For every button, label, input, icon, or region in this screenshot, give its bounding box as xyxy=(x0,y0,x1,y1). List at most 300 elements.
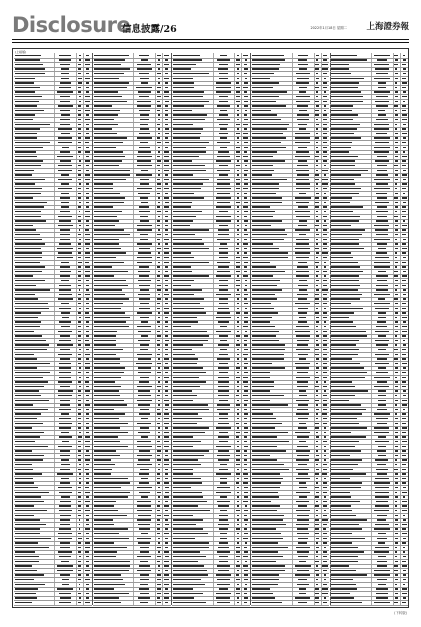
table-cell-text xyxy=(85,262,89,264)
table-cell-text xyxy=(377,165,387,167)
table-cell-text xyxy=(297,174,309,176)
table-cell-text xyxy=(15,524,46,526)
table-cell-text xyxy=(78,395,81,397)
table-cell-text xyxy=(403,519,406,521)
table-cell-text xyxy=(402,524,407,526)
table-cell-text xyxy=(374,55,390,57)
table-column-block xyxy=(93,53,171,605)
table-cell-text xyxy=(374,377,390,379)
table-cell-text xyxy=(165,243,168,245)
table-cell-text xyxy=(375,68,389,70)
table-cell-text xyxy=(402,423,406,425)
table-cell-text xyxy=(85,101,90,103)
table-cell-text xyxy=(15,409,48,411)
table-cell-text xyxy=(245,524,247,526)
table-cell-text xyxy=(402,510,407,512)
table-cell-text xyxy=(331,271,362,273)
table-cell-text xyxy=(236,482,239,484)
table-cell-text xyxy=(141,170,148,172)
table-cell-text xyxy=(173,602,206,604)
table-cell-text xyxy=(15,423,44,425)
table-cell-text xyxy=(173,170,206,172)
table-cell-text xyxy=(252,165,273,167)
table-cell-text xyxy=(158,147,160,149)
table-cell-text xyxy=(331,528,361,530)
table-cell-text xyxy=(252,492,277,494)
table-cell-text xyxy=(219,73,229,75)
table-cell-text xyxy=(141,321,148,323)
table-cell-text xyxy=(15,179,45,181)
table-cell-text xyxy=(138,524,150,526)
table-cell-text xyxy=(315,533,319,535)
table-cell-text xyxy=(252,390,270,392)
table-cell-text xyxy=(315,179,318,181)
table-cell-text xyxy=(331,101,363,103)
table-cell-text xyxy=(331,436,365,438)
table-cell-text xyxy=(378,395,386,397)
table-cell-text xyxy=(94,459,111,461)
table-cell-text xyxy=(296,101,310,103)
table-cell-text xyxy=(237,211,239,213)
table-cell-text xyxy=(331,142,352,144)
table-cell-text xyxy=(402,482,406,484)
table-cell-text xyxy=(78,128,81,130)
table-cell-text xyxy=(158,570,160,572)
table-cell-text xyxy=(245,308,247,310)
table-cell-text xyxy=(252,363,272,365)
table-cell-text xyxy=(297,78,309,80)
table-cell-text xyxy=(315,262,319,264)
table-cell-text xyxy=(85,243,89,245)
table-cell-text xyxy=(94,331,117,333)
table-cell-text xyxy=(173,317,197,319)
table-cell-text xyxy=(78,363,82,365)
table-cell-text xyxy=(140,119,148,121)
table-cell-text xyxy=(298,556,308,558)
table-cell-text xyxy=(60,519,70,521)
table-cell-text xyxy=(316,280,319,282)
table-cell-text xyxy=(376,326,387,328)
table-cell-text xyxy=(137,538,151,540)
table-cell-text xyxy=(395,280,399,282)
table-cell-text xyxy=(140,377,149,379)
table-cell-text xyxy=(297,105,308,107)
table-cell-text xyxy=(94,275,114,277)
table-cell-text xyxy=(173,303,200,305)
table-cell-text xyxy=(376,501,387,503)
table-cell-text xyxy=(316,344,319,346)
table-cell-text xyxy=(79,367,81,369)
table-cell-text xyxy=(78,418,81,420)
table-cell-text xyxy=(316,91,319,93)
table-cell-text xyxy=(323,188,326,190)
table-cell-text xyxy=(220,340,227,342)
table-cell-text xyxy=(94,413,126,415)
table-cell-text xyxy=(79,519,81,521)
table-cell-text xyxy=(237,197,239,199)
table-cell-text xyxy=(157,459,161,461)
table-cell-text xyxy=(61,73,69,75)
table-cell-text xyxy=(60,542,70,544)
table-cell-text xyxy=(219,542,229,544)
table-cell-text xyxy=(78,331,82,333)
table-cell-text xyxy=(157,395,160,397)
table-cell-text xyxy=(322,252,327,254)
table-cell-text xyxy=(316,285,318,287)
table-cell-text xyxy=(140,584,148,586)
table-cell-text xyxy=(375,257,390,259)
table-cell-text xyxy=(15,386,44,388)
table-cell-text xyxy=(15,528,41,530)
table-cell-text xyxy=(245,505,247,507)
table-cell-text xyxy=(136,87,152,89)
table-cell-text xyxy=(173,165,205,167)
table-cell-text xyxy=(244,492,248,494)
table-cell-text xyxy=(331,197,352,199)
table-cell-text xyxy=(94,87,127,89)
table-cell-text xyxy=(158,390,160,392)
table-cell-text xyxy=(158,469,160,471)
table-cell-text xyxy=(173,492,202,494)
table-cell-text xyxy=(15,151,37,153)
table-cell-text xyxy=(165,298,169,300)
table-cell-text xyxy=(164,64,169,66)
table-cell-text xyxy=(331,55,357,57)
table-cell-text xyxy=(296,73,310,75)
table-cell-text xyxy=(78,68,81,70)
table-cell-text xyxy=(315,377,319,379)
table-cell-text xyxy=(173,473,193,475)
table-cell-text xyxy=(378,248,387,250)
table-cell-text xyxy=(157,574,161,576)
table-cell-text xyxy=(331,211,353,213)
table-cell-text xyxy=(164,170,168,172)
table-cell-text xyxy=(298,505,307,507)
table-cell-text xyxy=(94,538,129,540)
table-cell-text xyxy=(316,358,319,360)
table-cell-text xyxy=(403,344,406,346)
table-cell-text xyxy=(173,202,192,204)
table-cell-text xyxy=(140,128,148,130)
table-cell-text xyxy=(377,59,387,61)
table-cell-text xyxy=(236,450,240,452)
table-cell-text xyxy=(58,487,72,489)
table-cell-text xyxy=(316,413,318,415)
table-cell-text xyxy=(157,556,161,558)
table-cell-text xyxy=(61,561,69,563)
table-cell-text xyxy=(218,390,228,392)
table-cell-text xyxy=(316,372,318,374)
table-cell-text xyxy=(15,515,34,517)
table-cell-text xyxy=(394,165,398,167)
table-cell-text xyxy=(173,542,209,544)
table-cell-text xyxy=(394,216,398,218)
table-cell-text xyxy=(243,124,248,126)
table-cell-text xyxy=(59,510,72,512)
table-cell-text xyxy=(402,280,406,282)
table-cell-text xyxy=(324,574,327,576)
table-cell-text xyxy=(323,119,326,121)
table-cell-text xyxy=(157,409,160,411)
table-cell-text xyxy=(237,533,239,535)
table-cell-text xyxy=(157,528,160,530)
table-cell-text xyxy=(86,225,89,227)
table-cell-text xyxy=(403,220,405,222)
table-cell-text xyxy=(297,446,307,448)
table-cell-text xyxy=(316,565,318,567)
table-cell-text xyxy=(297,455,309,457)
table-cell-text xyxy=(138,542,150,544)
table-cell-text xyxy=(395,91,398,93)
table-cell-text xyxy=(218,395,230,397)
table-cell-text xyxy=(157,510,160,512)
table-cell-text xyxy=(15,326,40,328)
table-cell-text xyxy=(402,165,406,167)
table-cell-text xyxy=(157,579,161,581)
table-cell-text xyxy=(244,68,248,70)
table-cell-text xyxy=(216,197,230,199)
table-cell-text xyxy=(244,459,247,461)
table-cell-text xyxy=(403,202,406,204)
table-cell-text xyxy=(236,156,240,158)
table-cell-text xyxy=(164,156,168,158)
table-cell-text xyxy=(395,82,397,84)
table-cell-text xyxy=(78,91,81,93)
table-cell-text xyxy=(295,211,310,213)
table-cell-text xyxy=(316,289,319,291)
table-cell-text xyxy=(395,137,399,139)
table-cell-text xyxy=(139,381,149,383)
table-cell-text xyxy=(316,331,318,333)
table-cell-text xyxy=(15,252,42,254)
table-cell-text xyxy=(236,547,240,549)
table-cell-text xyxy=(218,308,229,310)
table-cell-text xyxy=(323,538,328,540)
table-cell-text xyxy=(137,156,152,158)
table-cell-text xyxy=(173,243,204,245)
table-cell-text xyxy=(244,404,247,406)
table-cell-text xyxy=(217,551,229,553)
table-cell-text xyxy=(322,183,327,185)
table-cell-text xyxy=(237,308,239,310)
table-cell-text xyxy=(252,101,276,103)
table-cell-text xyxy=(403,551,405,553)
table-cell-text xyxy=(173,441,201,443)
table-cell-text xyxy=(15,165,41,167)
table-cell-text xyxy=(252,183,279,185)
table-cell-text xyxy=(374,64,389,66)
table-cell-text xyxy=(219,335,229,337)
table-cell-text xyxy=(377,156,388,158)
table-cell-text xyxy=(15,298,38,300)
table-cell-text xyxy=(402,588,407,590)
table-cell-text xyxy=(395,156,398,158)
table-cell-text xyxy=(138,91,151,93)
table-cell-text xyxy=(395,119,398,121)
table-cell-text xyxy=(252,473,280,475)
table-cell-text xyxy=(331,308,362,310)
table-cell-text xyxy=(374,574,390,576)
table-cell-text xyxy=(78,188,82,190)
table-cell-text xyxy=(331,510,352,512)
table-cell-text xyxy=(244,386,248,388)
table-cell-text xyxy=(331,243,358,245)
table-cell-text xyxy=(403,556,406,558)
table-cell-text xyxy=(331,367,364,369)
table-cell-text xyxy=(295,156,310,158)
table-cell-text xyxy=(173,225,191,227)
table-cell-text xyxy=(244,432,248,434)
table-cell-text xyxy=(86,349,89,351)
table-cell-text xyxy=(295,363,310,365)
table-cell-text xyxy=(15,597,37,599)
table-cell-text xyxy=(376,597,388,599)
table-cell-text xyxy=(245,561,248,563)
table-cell-text xyxy=(395,441,398,443)
table-cell-text xyxy=(79,349,81,351)
table-cell-text xyxy=(315,206,318,208)
table-cell-text xyxy=(395,427,397,429)
table-cell-text xyxy=(395,128,397,130)
table-cell-text xyxy=(86,593,89,595)
table-cell-text xyxy=(245,542,248,544)
table-cell-text xyxy=(173,294,194,296)
table-cell-text xyxy=(395,243,398,245)
table-cell-text xyxy=(165,174,167,176)
table-cell-text xyxy=(331,285,360,287)
table-cell-text xyxy=(219,285,228,287)
table-cell-text xyxy=(157,547,161,549)
table-cell-text xyxy=(374,482,389,484)
table-cell-text xyxy=(78,427,81,429)
table-cell-text xyxy=(86,358,89,360)
table-cell-text xyxy=(244,101,248,103)
table-cell-text xyxy=(316,542,319,544)
table-cell-text xyxy=(323,561,327,563)
table-cell-text xyxy=(94,432,128,434)
table-cell-text xyxy=(94,588,114,590)
table-cell-text xyxy=(15,455,45,457)
table-cell-text xyxy=(173,216,197,218)
table-cell-text xyxy=(141,478,148,480)
table-cell-text xyxy=(375,340,389,342)
table-cell-text xyxy=(252,59,285,61)
table-cell-text xyxy=(331,390,367,392)
table-cell-text xyxy=(85,234,90,236)
table-cell-text xyxy=(158,78,160,80)
table-cell-text xyxy=(15,441,36,443)
table-cell-text xyxy=(374,266,390,268)
table-cell-text xyxy=(140,427,149,429)
table-cell-text xyxy=(139,275,149,277)
table-cell-text xyxy=(295,197,311,199)
table-cell-text xyxy=(157,386,161,388)
table-cell-text xyxy=(395,528,398,530)
table-cell-text xyxy=(244,469,247,471)
table-cell-text xyxy=(86,464,89,466)
table-cell-text xyxy=(216,317,232,319)
table-cell-text xyxy=(322,289,327,291)
table-cell-text xyxy=(165,285,169,287)
table-cell-text xyxy=(378,455,385,457)
table-cell-text xyxy=(323,372,326,374)
table-cell-text xyxy=(15,551,36,553)
table-cell-text xyxy=(61,432,69,434)
table-cell-text xyxy=(140,551,149,553)
table-cell-text xyxy=(219,114,227,116)
table-cell-text xyxy=(61,202,69,204)
table-cell-text xyxy=(324,262,326,264)
table-cell-text xyxy=(79,96,81,98)
table-cell-text xyxy=(378,317,386,319)
table-cell-text xyxy=(295,565,311,567)
table-cell-text xyxy=(15,436,41,438)
table-cell-text xyxy=(316,183,318,185)
table-cell-text xyxy=(252,505,279,507)
table-cell-text xyxy=(296,413,309,415)
table-cell-text xyxy=(299,220,307,222)
table-cell-text xyxy=(237,331,239,333)
table-cell-text xyxy=(94,404,127,406)
table-cell-text xyxy=(60,597,71,599)
table-cell-text xyxy=(140,349,148,351)
table-cell-text xyxy=(86,372,89,374)
table-cell-text xyxy=(323,542,326,544)
table-cell-text xyxy=(217,271,231,273)
table-cell-text xyxy=(402,436,406,438)
table-cell-text xyxy=(297,584,309,586)
table-cell-text xyxy=(219,280,227,282)
table-cell-text xyxy=(164,505,168,507)
table-cell-text xyxy=(173,321,199,323)
table-cell-text xyxy=(218,386,228,388)
table-cell-text xyxy=(157,423,160,425)
table-cell-text xyxy=(137,243,152,245)
table-cell-text xyxy=(244,551,248,553)
table-cell-text xyxy=(85,510,89,512)
table-cell-text xyxy=(296,275,309,277)
table-cell-text xyxy=(237,225,239,227)
table-cell-text xyxy=(403,289,406,291)
table-cell-text xyxy=(252,579,279,581)
table-cell-text xyxy=(78,206,81,208)
table-cell-text xyxy=(139,266,149,268)
table-cell-text xyxy=(164,561,169,563)
table-cell-text xyxy=(403,367,406,369)
table-cell-text xyxy=(157,64,160,66)
table-cell-text xyxy=(403,294,406,296)
table-cell-text xyxy=(374,78,390,80)
table-cell-text xyxy=(324,390,327,392)
table-cell-text xyxy=(252,395,284,397)
table-cell-text xyxy=(316,492,319,494)
table-cell-text xyxy=(164,96,169,98)
table-cell-text xyxy=(237,78,239,80)
table-cell-text xyxy=(374,386,389,388)
table-cell-text xyxy=(316,266,318,268)
table-cell-text xyxy=(374,427,389,429)
table-cell-text xyxy=(94,308,121,310)
table-cell-text xyxy=(323,137,327,139)
table-cell-text xyxy=(78,114,81,116)
table-cell-text xyxy=(331,151,349,153)
table-cell-text xyxy=(57,248,73,250)
table-cell-text xyxy=(60,197,70,199)
table-cell-text xyxy=(244,413,248,415)
table-cell-text xyxy=(322,519,327,521)
table-cell-text xyxy=(244,197,247,199)
table-cell-text xyxy=(376,469,388,471)
